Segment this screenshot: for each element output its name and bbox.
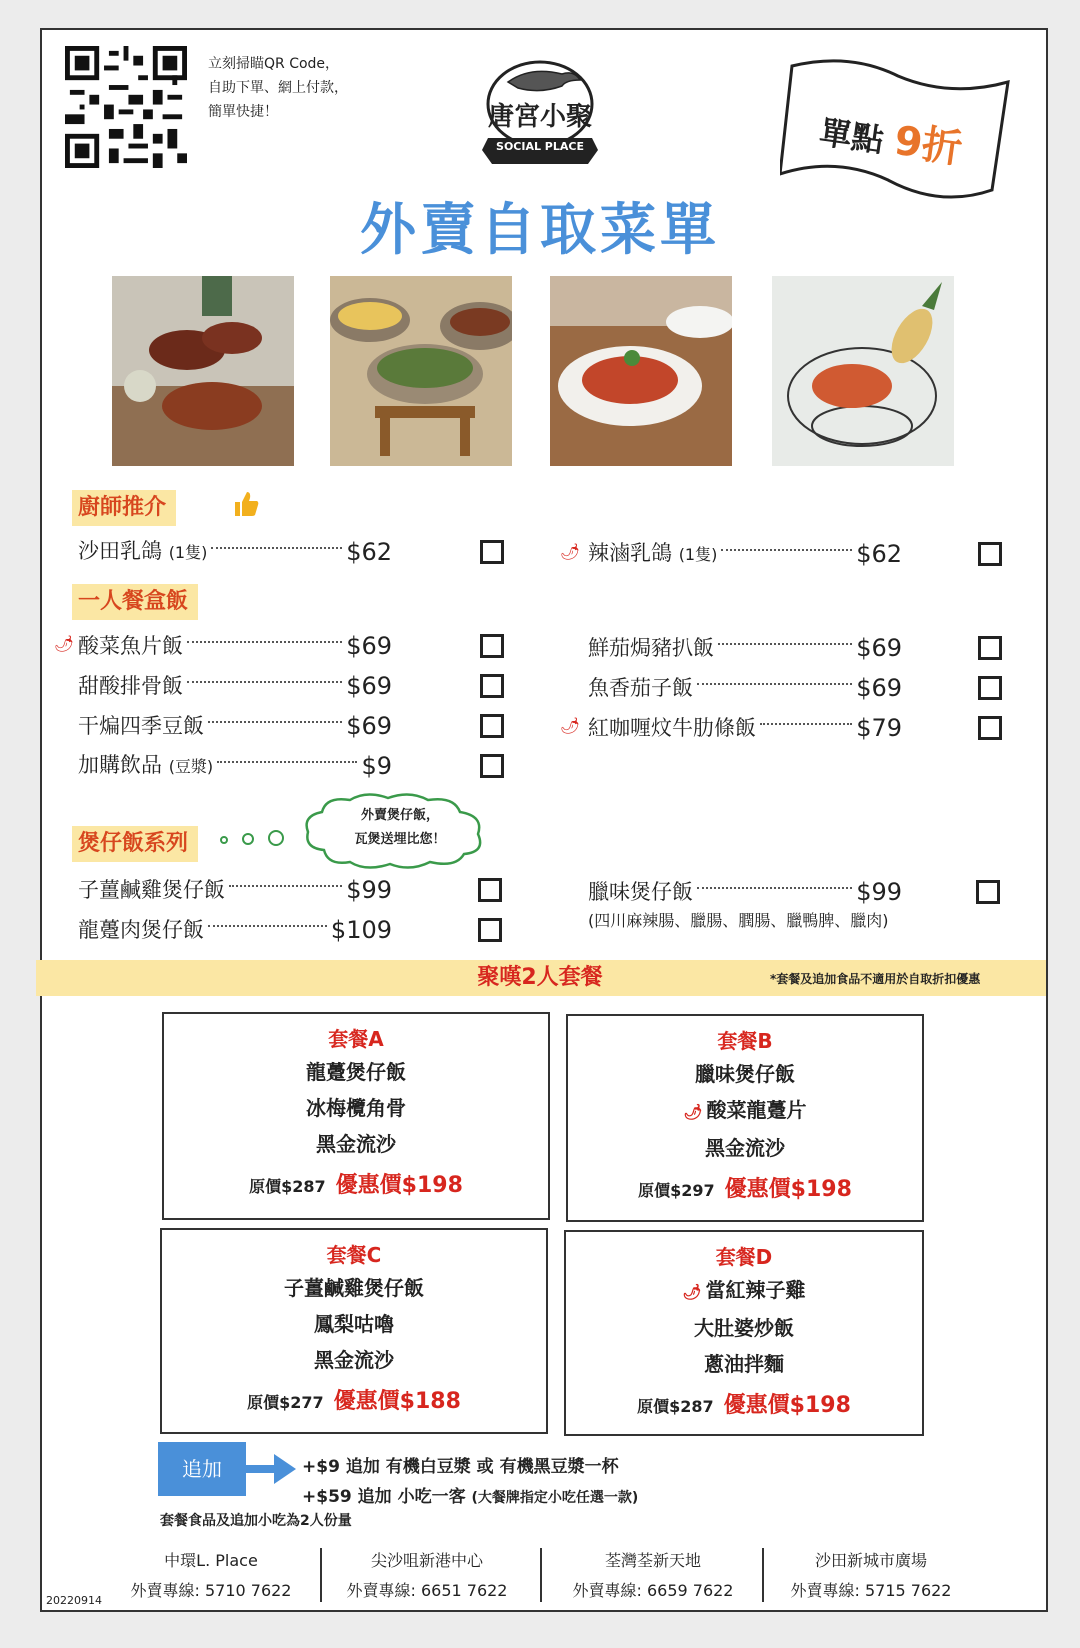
logo-title: 唐宮小聚 [487, 102, 592, 132]
menu-item-ginger-chicken-claypot [78, 872, 392, 908]
set-dish-label: 當紅辣子雞 [705, 1278, 806, 1302]
set-dish: 黑金流沙 [314, 1348, 394, 1372]
cloud-text-line: 瓦煲送埋比您！ [354, 832, 446, 847]
set-original-price: 原價$287 [637, 1397, 714, 1416]
checkbox-cured-meat-claypot[interactable] [976, 880, 1000, 904]
set-dish: 黑金流沙 [316, 1132, 396, 1156]
item-price: $99 [346, 876, 392, 904]
item-name: 臘味煲仔飯 [588, 880, 693, 904]
set-dish-label: 酸菜龍躉片 [706, 1098, 807, 1122]
thumbs-up-icon [232, 490, 260, 518]
item-name: 紅咖喱炆牛肋條飯 [588, 716, 756, 740]
print-date: 20220914 [46, 1594, 102, 1607]
item-price: $62 [856, 540, 902, 568]
checkbox-shatin-pigeon[interactable] [480, 540, 504, 564]
checkbox-spicy-pigeon[interactable] [978, 542, 1002, 566]
photo-claypot-rice [330, 276, 512, 466]
discount-value: 9折 [891, 117, 966, 173]
item-name: 加購飲品 [78, 753, 162, 777]
item-note: (1隻) [168, 543, 208, 562]
set-deal-price: 優惠價$198 [723, 1393, 851, 1418]
set-dish: 大肚婆炒飯 [694, 1316, 794, 1340]
menu-item-eggplant-rice [588, 670, 902, 706]
addon-line-snack-note: (大餐牌指定小吃任選一款) [471, 1490, 639, 1506]
item-price: $62 [346, 538, 392, 566]
branch-phone[interactable]: 外賣專線: 5715 7622 [790, 1581, 952, 1600]
discount-flag-label: 單點 [817, 113, 886, 160]
item-name: 龍躉肉煲仔飯 [78, 918, 204, 942]
item-note: (豆漿) [168, 757, 214, 776]
cloud-text-line: 外賣煲仔飯， [360, 808, 439, 823]
photo-roast-pigeon [112, 276, 294, 466]
set-dish: 冰梅欖角骨 [306, 1096, 406, 1120]
item-price: $69 [856, 634, 902, 662]
item-sub-note: (四川麻辣腸、臘腸、膶腸、臘鴨脾、臘肉) [588, 911, 889, 930]
item-name: 魚香茄子飯 [588, 676, 693, 700]
set-original-price: 原價$277 [247, 1393, 324, 1412]
item-price: $9 [361, 752, 392, 780]
item-name: 甜酸排骨飯 [78, 674, 183, 698]
qr-text-line: 簡單快捷！ [208, 104, 278, 120]
checkbox-eggplant-rice[interactable] [978, 676, 1002, 700]
speech-cloud-text [330, 804, 470, 852]
set-original-price: 原價$297 [638, 1181, 715, 1200]
menu-item-tomato-pork-chop-rice [588, 630, 902, 666]
branch-name: 中環L. Place [164, 1551, 258, 1570]
item-price: $69 [856, 674, 902, 702]
qr-text-line: 自助下單、網上付款， [208, 80, 348, 96]
checkbox-ginger-chicken-claypot[interactable] [478, 878, 502, 902]
item-name: 子薑鹹雞煲仔飯 [78, 878, 225, 902]
set-dish: 鳳梨咕嚕 [314, 1312, 394, 1336]
section-single-meal: 一人餐盒飯 [72, 584, 198, 620]
menu-item-grouper-claypot [78, 912, 392, 948]
set-deal-price: 優惠價$198 [335, 1173, 463, 1198]
set-dish: 龍躉煲仔飯 [306, 1060, 406, 1084]
menu-item-spicy-pigeon [588, 536, 902, 572]
chili-icon: 🌶 [683, 1103, 703, 1121]
logo-subtitle: SOCIAL PLACE [496, 140, 584, 153]
menu-item-shatin-pigeon [78, 534, 392, 570]
checkbox-curry-beef-rice[interactable] [978, 716, 1002, 740]
set-title: 套餐D [715, 1245, 773, 1269]
brand-logo [470, 52, 610, 172]
set-deal-price: 優惠價$188 [333, 1389, 461, 1414]
divider [762, 1548, 764, 1602]
arrow-right-icon [244, 1454, 296, 1484]
speech-dots [218, 828, 288, 848]
branch-tsim-sha-tsui [322, 1546, 532, 1606]
item-price: $109 [330, 916, 392, 944]
branch-central [106, 1546, 316, 1606]
section-chef-recommend: 廚師推介 [72, 490, 176, 526]
item-price: $69 [346, 632, 392, 660]
photo-curry-beef [550, 276, 732, 466]
branch-phone[interactable]: 外賣專線: 6651 7622 [346, 1581, 508, 1600]
menu-item-string-beans-rice [78, 708, 392, 744]
set-b-card [566, 1014, 924, 1222]
checkbox-tomato-pork-chop-rice[interactable] [978, 636, 1002, 660]
item-price: $69 [346, 712, 392, 740]
branch-sha-tin [766, 1546, 976, 1606]
set-a-card [162, 1012, 550, 1220]
item-price: $69 [346, 672, 392, 700]
addon-footnote: 套餐食品及追加小吃為2人份量 [160, 1513, 352, 1529]
branch-tsuen-wan [548, 1546, 758, 1606]
menu-item-addon-drink [78, 748, 392, 784]
menu-item-curry-beef-rice [588, 710, 902, 746]
branch-phone[interactable]: 外賣專線: 5710 7622 [130, 1581, 292, 1600]
chili-icon: 🌶 [54, 634, 75, 653]
chili-icon: 🌶 [560, 542, 581, 561]
addon-line-snack [302, 1482, 638, 1507]
menu-item-pickled-fish-rice [78, 628, 392, 664]
addon-label: 追加 [158, 1442, 246, 1496]
menu-item-sweet-sour-ribs-rice [78, 668, 392, 704]
set-title: 套餐A [328, 1027, 384, 1051]
item-name: 干煸四季豆飯 [78, 714, 204, 738]
set-title: 套餐C [326, 1243, 382, 1267]
set-c-card [160, 1228, 548, 1434]
item-name: 沙田乳鴿 [78, 539, 162, 563]
qr-code[interactable] [62, 46, 190, 168]
branch-phone[interactable]: 外賣專線: 6659 7622 [572, 1581, 734, 1600]
divider [540, 1548, 542, 1602]
sets-banner-title: 聚嘆2人套餐 [477, 965, 603, 990]
item-name: 酸菜魚片飯 [78, 634, 183, 658]
set-original-price: 原價$287 [249, 1177, 326, 1196]
item-price: $79 [856, 714, 902, 742]
menu-item-cured-meat-claypot [588, 874, 902, 910]
set-dish: 黑金流沙 [705, 1136, 785, 1160]
set-title: 套餐B [717, 1029, 773, 1053]
item-note: (1隻) [678, 545, 718, 564]
chili-icon: 🌶 [682, 1283, 702, 1301]
chili-icon: 🌶 [560, 716, 581, 735]
qr-instructions [208, 52, 378, 124]
checkbox-grouper-claypot[interactable] [478, 918, 502, 942]
checkbox-string-beans-rice[interactable] [480, 714, 504, 738]
qr-text-line: 立刻掃瞄QR Code， [208, 56, 340, 72]
page-title: 外賣自取菜單 [360, 198, 720, 263]
set-dish: 子薑鹹雞煲仔飯 [284, 1276, 424, 1300]
item-name: 鮮茄焗豬扒飯 [588, 636, 714, 660]
item-name: 辣滷乳鴿 [588, 541, 672, 565]
checkbox-addon-drink[interactable] [480, 754, 504, 778]
checkbox-sweet-sour-ribs-rice[interactable] [480, 674, 504, 698]
set-dish: 蔥油拌麵 [704, 1352, 784, 1376]
branch-name: 沙田新城市廣場 [814, 1551, 927, 1570]
addon-line-drink: +$9 追加 有機白豆漿 或 有機黑豆漿一杯 [302, 1457, 619, 1477]
set-deal-price: 優惠價$198 [724, 1177, 852, 1202]
addon-line-snack-text: +$59 追加 小吃一客 [302, 1487, 466, 1507]
photo-pineapple-pork [772, 276, 954, 466]
set-d-card [564, 1230, 924, 1436]
branch-name: 荃灣荃新天地 [604, 1551, 701, 1570]
branch-name: 尖沙咀新港中心 [370, 1551, 483, 1570]
item-price: $99 [856, 878, 902, 906]
set-dish: 臘味煲仔飯 [695, 1062, 795, 1086]
sets-banner-note: *套餐及追加食品不適用於自取折扣優惠 [770, 972, 981, 986]
checkbox-pickled-fish-rice[interactable] [480, 634, 504, 658]
section-claypot: 煲仔飯系列 [72, 826, 198, 862]
